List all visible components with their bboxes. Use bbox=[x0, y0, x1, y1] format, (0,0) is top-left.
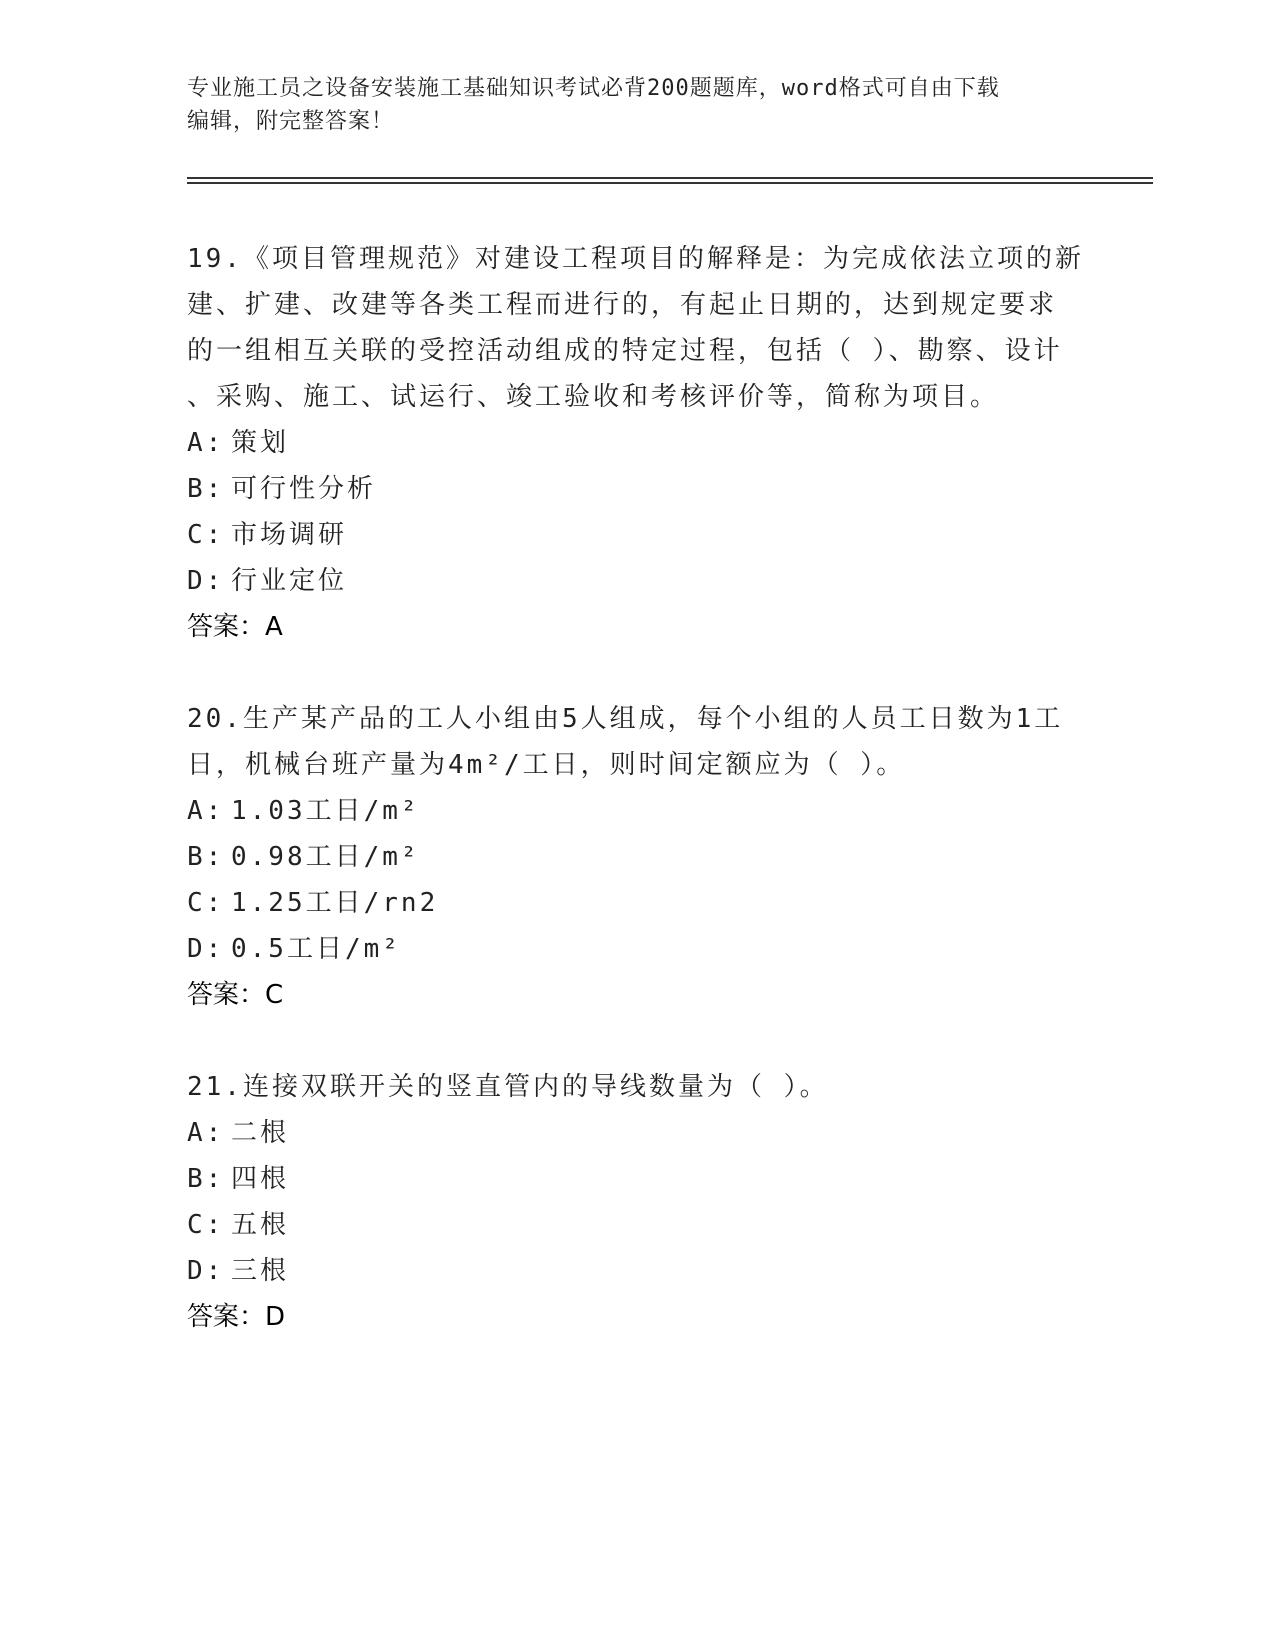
question-line: 19.《项目管理规范》对建设工程项目的解释是：为完成依法立项的新 bbox=[187, 244, 1084, 274]
option-letter: B: bbox=[187, 1164, 225, 1194]
option-letter: D: bbox=[187, 566, 225, 596]
option-text: 市场调研 bbox=[231, 520, 348, 550]
header-line-1: 专业施工员之设备安装施工基础知识考试必背200题题库，word格式可自由下载 bbox=[187, 76, 1000, 101]
answer-label: 答案：A bbox=[187, 612, 283, 642]
question-text bbox=[187, 696, 1087, 788]
question-line: 日，机械台班产量为4m²/工日，则时间定额应为（ ）。 bbox=[187, 750, 906, 780]
option-b bbox=[187, 834, 1087, 880]
answer-label: 答案：C bbox=[187, 980, 284, 1010]
option-text: 可行性分析 bbox=[231, 474, 377, 504]
document-header bbox=[187, 72, 1067, 138]
option-text: 1.03工日/m² bbox=[231, 796, 420, 826]
header-line-2: 编辑，附完整答案！ bbox=[187, 109, 395, 134]
option-text: 三根 bbox=[231, 1256, 290, 1286]
header-divider-top bbox=[187, 177, 1153, 179]
question-line: 建、扩建、改建等各类工程而进行的，有起止日期的，达到规定要求 bbox=[187, 290, 1058, 320]
option-letter: C: bbox=[187, 520, 225, 550]
option-letter: B: bbox=[187, 842, 225, 872]
answer-label: 答案：D bbox=[187, 1302, 286, 1332]
question-list bbox=[187, 236, 1087, 1386]
option-text: 1.25工日/rn2 bbox=[231, 888, 439, 918]
option-d bbox=[187, 926, 1087, 972]
option-text: 策划 bbox=[231, 428, 290, 458]
question-text bbox=[187, 236, 1087, 420]
question-20 bbox=[187, 696, 1087, 1018]
question-line: 、采购、施工、试运行、竣工验收和考核评价等，简称为项目。 bbox=[187, 382, 1000, 412]
option-letter: A: bbox=[187, 1118, 225, 1148]
option-letter: A: bbox=[187, 428, 225, 458]
option-letter: D: bbox=[187, 934, 225, 964]
option-b bbox=[187, 1156, 1087, 1202]
option-text: 四根 bbox=[231, 1164, 290, 1194]
option-letter: B: bbox=[187, 474, 225, 504]
header-divider-bottom bbox=[187, 182, 1153, 184]
option-text: 五根 bbox=[231, 1210, 290, 1240]
option-c bbox=[187, 1202, 1087, 1248]
option-c bbox=[187, 512, 1087, 558]
option-text: 行业定位 bbox=[231, 566, 348, 596]
option-a bbox=[187, 1110, 1087, 1156]
option-text: 0.5工日/m² bbox=[231, 934, 401, 964]
option-letter: C: bbox=[187, 1210, 225, 1240]
option-letter: A: bbox=[187, 796, 225, 826]
option-b bbox=[187, 466, 1087, 512]
question-line: 的一组相互关联的受控活动组成的特定过程，包括（ ）、勘察、设计 bbox=[187, 336, 1063, 366]
option-letter: C: bbox=[187, 888, 225, 918]
option-text: 0.98工日/m² bbox=[231, 842, 420, 872]
question-line: 21.连接双联开关的竖直管内的导线数量为（ ）。 bbox=[187, 1072, 829, 1102]
option-text: 二根 bbox=[231, 1118, 290, 1148]
question-text bbox=[187, 1064, 1087, 1110]
option-letter: D: bbox=[187, 1256, 225, 1286]
question-line: 20.生产某产品的工人小组由5人组成，每个小组的人员工日数为1工 bbox=[187, 704, 1064, 734]
option-d bbox=[187, 1248, 1087, 1294]
option-a bbox=[187, 788, 1087, 834]
option-c bbox=[187, 880, 1087, 926]
option-d bbox=[187, 558, 1087, 604]
question-19 bbox=[187, 236, 1087, 650]
question-21 bbox=[187, 1064, 1087, 1340]
option-a bbox=[187, 420, 1087, 466]
